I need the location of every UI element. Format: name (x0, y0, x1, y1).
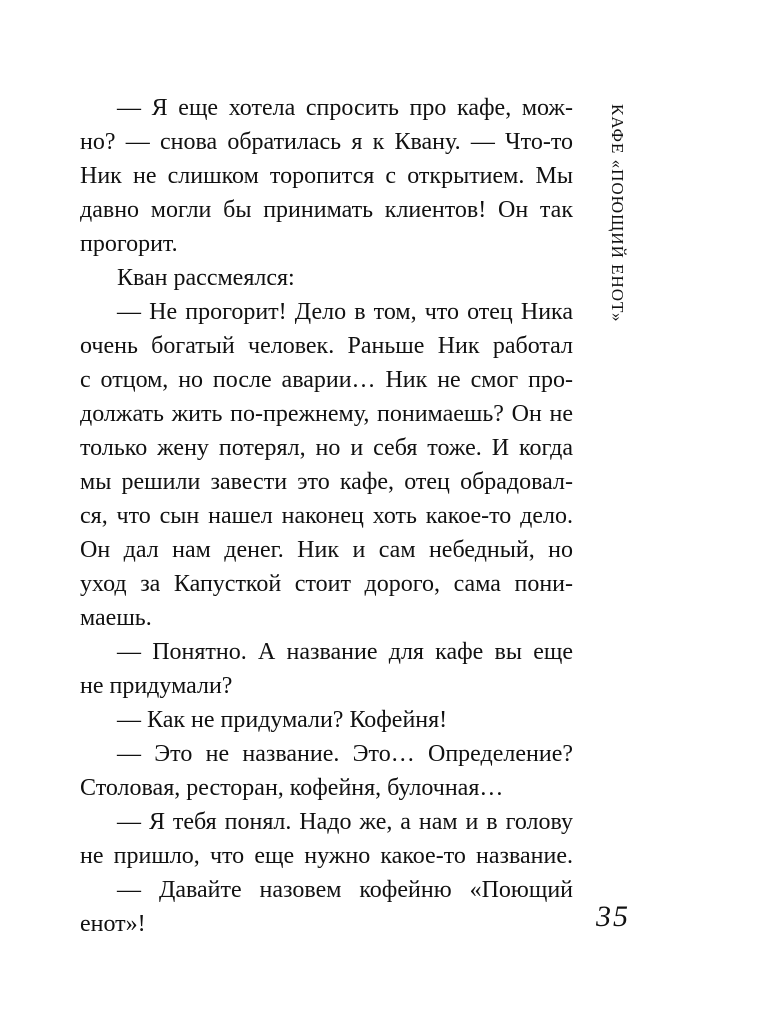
text-line: давно могли бы принимать клиентов! Он так (80, 197, 573, 223)
text-line: Он дал нам денег. Ник и сам небедный, но (80, 537, 573, 563)
text-line: но? — снова обратилась я к Квану. — Что-то (80, 129, 573, 155)
text-line: — Давайте назовем кофейню «Поющий (117, 877, 573, 903)
running-head (604, 104, 630, 334)
text-line: Ник не слишком торопится с открытием. Мы (80, 163, 573, 189)
text-line: только жену потерял, но и себя тоже. И когда (80, 435, 573, 461)
page-number: 35 (596, 900, 630, 933)
text-line: — Не прогорит! Дело в том, что отец Ника (117, 299, 573, 325)
text-line: уход за Капусткой стоит дорого, сама пони- (80, 571, 573, 597)
text-line: очень богатый человек. Раньше Ник работал (80, 333, 573, 359)
text-line: не придумали? (80, 673, 233, 699)
text-line: должать жить по-прежнему, понимаешь? Он не (80, 401, 573, 427)
text-line: — Это не название. Это… Определение? (117, 741, 573, 767)
text-line: — Я тебя понял. Надо же, а нам и в голову (117, 809, 573, 835)
text-line: енот»! (80, 911, 146, 937)
text-line: мы решили завести это кафе, отец обрадовал- (80, 469, 573, 495)
text-line: — Как не придумали? Кофейня! (117, 707, 448, 733)
text-line: Кван рассмеялся: (117, 265, 295, 291)
text-line: — Понятно. А название для кафе вы еще (117, 639, 573, 665)
body-text (80, 91, 573, 941)
running-head-text: КАФЕ «ПОЮЩИЙ ЕНОТ» (608, 104, 627, 323)
text-line: маешь. (80, 605, 152, 631)
text-line: — Я еще хотела спросить про кафе, мож- (117, 95, 573, 121)
text-line: не пришло, что еще нужно какое-то название. (80, 843, 573, 869)
text-line: Столовая, ресторан, кофейня, булочная… (80, 775, 504, 801)
text-line: ся, что сын нашел наконец хоть какое-то дело. (80, 503, 573, 529)
text-line: прогорит. (80, 231, 178, 257)
text-line: с отцом, но после аварии… Ник не смог про- (80, 367, 573, 393)
